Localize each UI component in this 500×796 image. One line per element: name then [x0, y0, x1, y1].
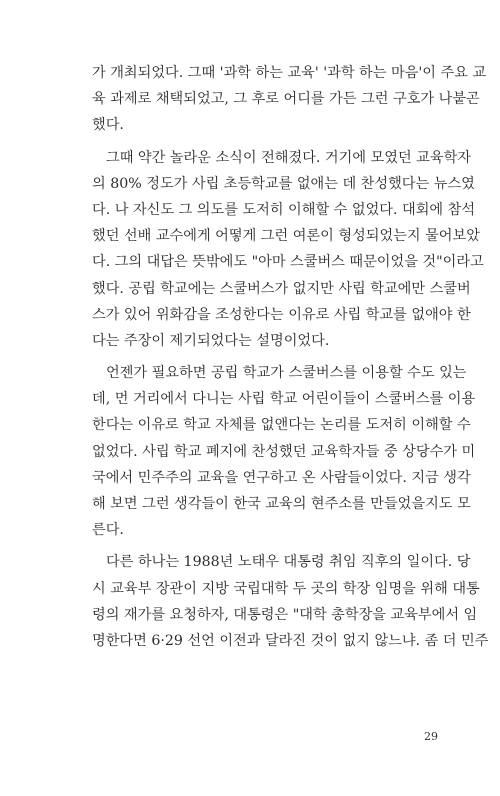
- paragraph: [92, 549, 489, 654]
- text-line: 했던 선배 교수에게 어떻게 그런 여론이 형성되었는지 물어보았: [92, 228, 480, 245]
- text-line: 령의 재가를 요청하자, 대통령은 "대학 총학장을 교육부에서 임: [92, 606, 478, 623]
- text-line: 다른 하나는 1988년 노태우 대통령 취임 직후의 일이다. 당: [106, 554, 471, 571]
- body-text: [92, 60, 489, 654]
- paragraph: [92, 145, 484, 355]
- text-line: 명한다면 6·29 선언 이전과 달라진 것이 없지 않느냐. 좀 더 민주: [92, 632, 489, 649]
- text-line: 시 교육부 장관이 지방 국립대학 두 곳의 학장 임명을 위해 대통: [92, 580, 480, 597]
- text-line: 육 과제로 채택되었고, 그 후로 어디를 가든 그런 구호가 나붙곤: [92, 91, 480, 108]
- page-number: 29: [424, 730, 438, 743]
- paragraph: [92, 60, 487, 139]
- text-line: 국에서 민주주의 교육을 연구하고 온 사람들이었다. 지금 생각: [92, 469, 471, 486]
- text-line: 다는 주장이 제기되었다는 설명이었다.: [92, 332, 330, 349]
- text-line: 했다. 공립 학교에는 스쿨버스가 없지만 사립 학교에만 스쿨버: [92, 280, 471, 297]
- text-line: 했다.: [92, 117, 124, 134]
- text-line: 한다는 이유로 학교 자체를 없앤다는 논리를 도저히 이해할 수: [92, 417, 471, 434]
- text-line: 다. 그의 대답은 뜻밖에도 "아마 스쿨버스 때문이었을 것"이라고: [92, 254, 484, 271]
- paragraph: [92, 360, 476, 543]
- text-line: 그때 약간 놀라운 소식이 전해졌다. 거기에 모였던 교육학자: [106, 149, 472, 166]
- text-line: 다. 나 자신도 그 의도를 도저히 이해할 수 없었다. 대회에 참석: [92, 201, 476, 218]
- text-line: 의 80% 정도가 사립 초등학교를 없애는 데 찬성했다는 뉴스였: [92, 175, 475, 192]
- text-line: 언젠가 필요하면 공립 학교가 스쿨버스를 이용할 수도 있는: [106, 365, 467, 382]
- text-line: 가 개최되었다. 그때 '과학 하는 교육' '과학 하는 마음'이 주요 교: [92, 65, 487, 81]
- text-line: 스가 있어 위화감을 조성한다는 이유로 사립 학교를 없애야 한: [92, 306, 471, 323]
- text-line: 데, 먼 거리에서 다니는 사립 학교 어린이들이 스쿨버스를 이용: [92, 391, 476, 408]
- text-line: 른다.: [92, 522, 124, 539]
- text-line: 해 보면 그런 생각들이 한국 교육의 현주소를 만들었을지도 모: [92, 496, 471, 512]
- text-line: 없었다. 사립 학교 폐지에 찬성했던 교육학자들 중 상당수가 미: [92, 443, 476, 460]
